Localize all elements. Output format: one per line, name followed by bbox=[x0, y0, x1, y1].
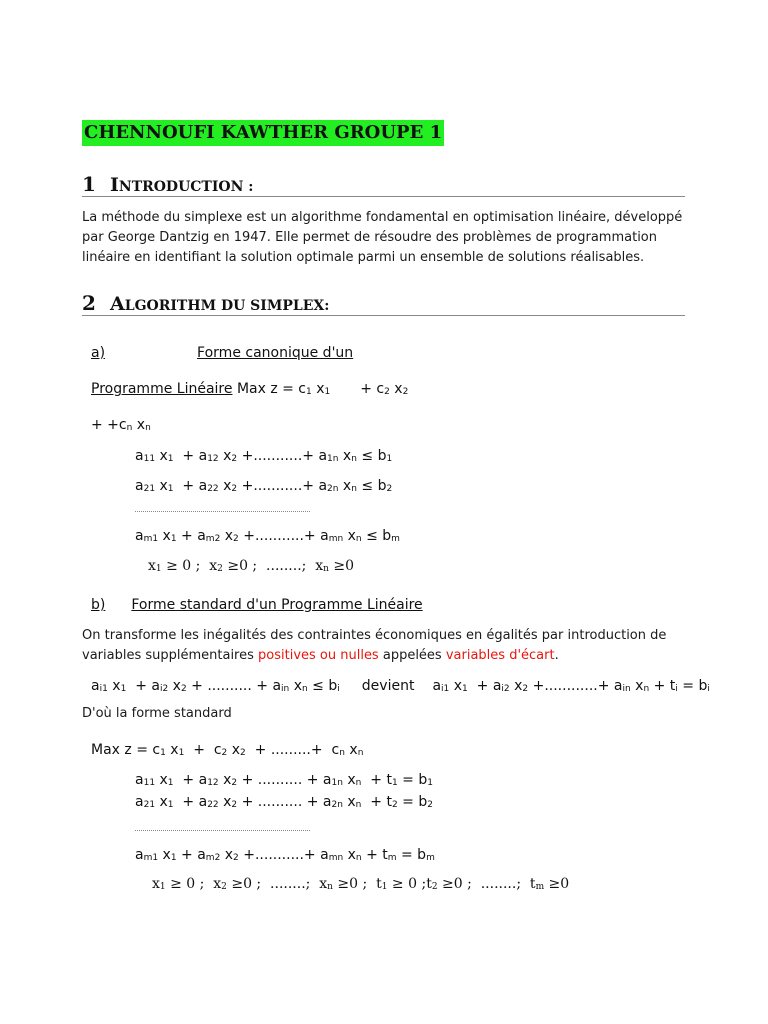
document-title: CHENNOUFI KAWTHER GROUPE 1 bbox=[82, 120, 444, 146]
part-a-heading bbox=[91, 345, 353, 361]
part-b-constraint-2: $a_{21}$ $x_1 + a_{22}$ $x_2$ + .......... + $a_{2n}$ $x_n + t_2 = b_2$ bbox=[135, 794, 433, 810]
ellipsis-divider bbox=[135, 830, 310, 831]
part-b-constraint-1: $a_{11}$ $x_1 + a_{12}$ $x_2$ + .......... + $a_{1n}$ $x_n + t_1 = b_1$ bbox=[135, 772, 433, 788]
part-a-nonnegativity: $x_1 \ge 0$ ; $x_2 \ge 0$ ; ........; $x_n \ge 0$ bbox=[148, 558, 355, 574]
part-b-paragraph bbox=[82, 626, 692, 666]
text-segment: appelées bbox=[378, 648, 446, 663]
transform-left: $a_{i1}$ $x_1 + a_{i2}$ $x_2$ + .......... + $a_{in}$ $x_n \le b_i$ bbox=[91, 678, 340, 694]
text-segment: On transforme les inégalités des contraintes économiques en égalités par introduction de variables supplémentaires bbox=[82, 628, 667, 663]
section-title-first-letter: I bbox=[110, 174, 119, 196]
transform-right: $a_{i1}$ $x_1 + a_{i2}$ $x_2$ +............+ $a_{in}$ $x_n + t_i = b_i$ bbox=[432, 678, 710, 694]
transform-line bbox=[91, 678, 710, 694]
text-segment: . bbox=[554, 648, 559, 663]
part-a-objective: Max $z = c_1$ $x_1 + c_2$ $x_2$ bbox=[236, 381, 409, 397]
section-heading-introduction bbox=[82, 172, 685, 197]
intro-paragraph: La méthode du simplexe est un algorithme fondamental en optimisation linéaire, développé par George Dantzig en 1947. Elle permet de résoudre des problèmes de programmation linéaire en identifiant la solution optimale parmi un ensemble de solutions réalisables. bbox=[82, 210, 683, 265]
section-title-rest: LGORITHM DU SIMPLEX: bbox=[124, 298, 330, 314]
section-number: 1 bbox=[82, 172, 96, 196]
part-b-constraint-m: $a_{m1}$ $x_1 + a_{m2}$ $x_2$ +...........+ $a_{mn}$ $x_n + t_m = b_m$ bbox=[135, 847, 435, 863]
highlight-positive-or-null: positives ou nulles bbox=[258, 648, 379, 663]
highlight-slack-variables: variables d'écart bbox=[445, 648, 555, 663]
part-b-heading-text: Forme standard d'un Programme Linéaire bbox=[131, 597, 423, 613]
part-a-constraint-1: $a_{11}$ $x_1 + a_{12}$ $x_2$ +...........+ $a_{1n}$ $x_n \le b_1$ bbox=[135, 448, 393, 464]
part-a-constraint-m: $a_{m1}$ $x_1 + a_{m2}$ $x_2$ +...........+ $a_{mn}$ $x_n \le b_m$ bbox=[135, 528, 400, 544]
section-title-first-letter: A bbox=[110, 293, 125, 315]
ellipsis-divider bbox=[135, 511, 310, 512]
section-number: 2 bbox=[82, 291, 96, 315]
part-a-heading-continued: Programme Linéaire bbox=[91, 381, 233, 397]
part-b-nonnegativity: $x_1 \ge 0$ ; $x_2 \ge 0$ ; ........; $x_n \ge 0$ ; $t_1 \ge 0$ $;t_2 \ge 0$ ; ........; $t_m \ge 0$ bbox=[152, 876, 570, 892]
part-b-objective: Max $z = c_1$ $x_1 + c_2$ $x_2$ + .........+ $c_n$ $x_n$ bbox=[91, 742, 364, 758]
part-a-heading-text: Forme canonique d'un bbox=[197, 345, 354, 361]
part-a-constraint-2: $a_{21}$ $x_1 + a_{22}$ $x_2$ +...........+ $a_{2n}$ $x_n \le b_2$ bbox=[135, 478, 393, 494]
part-a-marker: a) bbox=[91, 345, 106, 361]
transform-word: devient bbox=[361, 678, 415, 694]
part-a-objective-tail: + $+c_n$ $x_n$ bbox=[91, 417, 151, 433]
section-title-rest: NTRODUCTION : bbox=[118, 179, 254, 195]
section-heading-algorithm bbox=[82, 291, 685, 316]
part-b-heading bbox=[91, 597, 423, 613]
part-b-marker: b) bbox=[91, 597, 106, 613]
part-a-objective-line bbox=[91, 381, 408, 397]
standard-form-intro: D'où la forme standard bbox=[82, 706, 232, 721]
